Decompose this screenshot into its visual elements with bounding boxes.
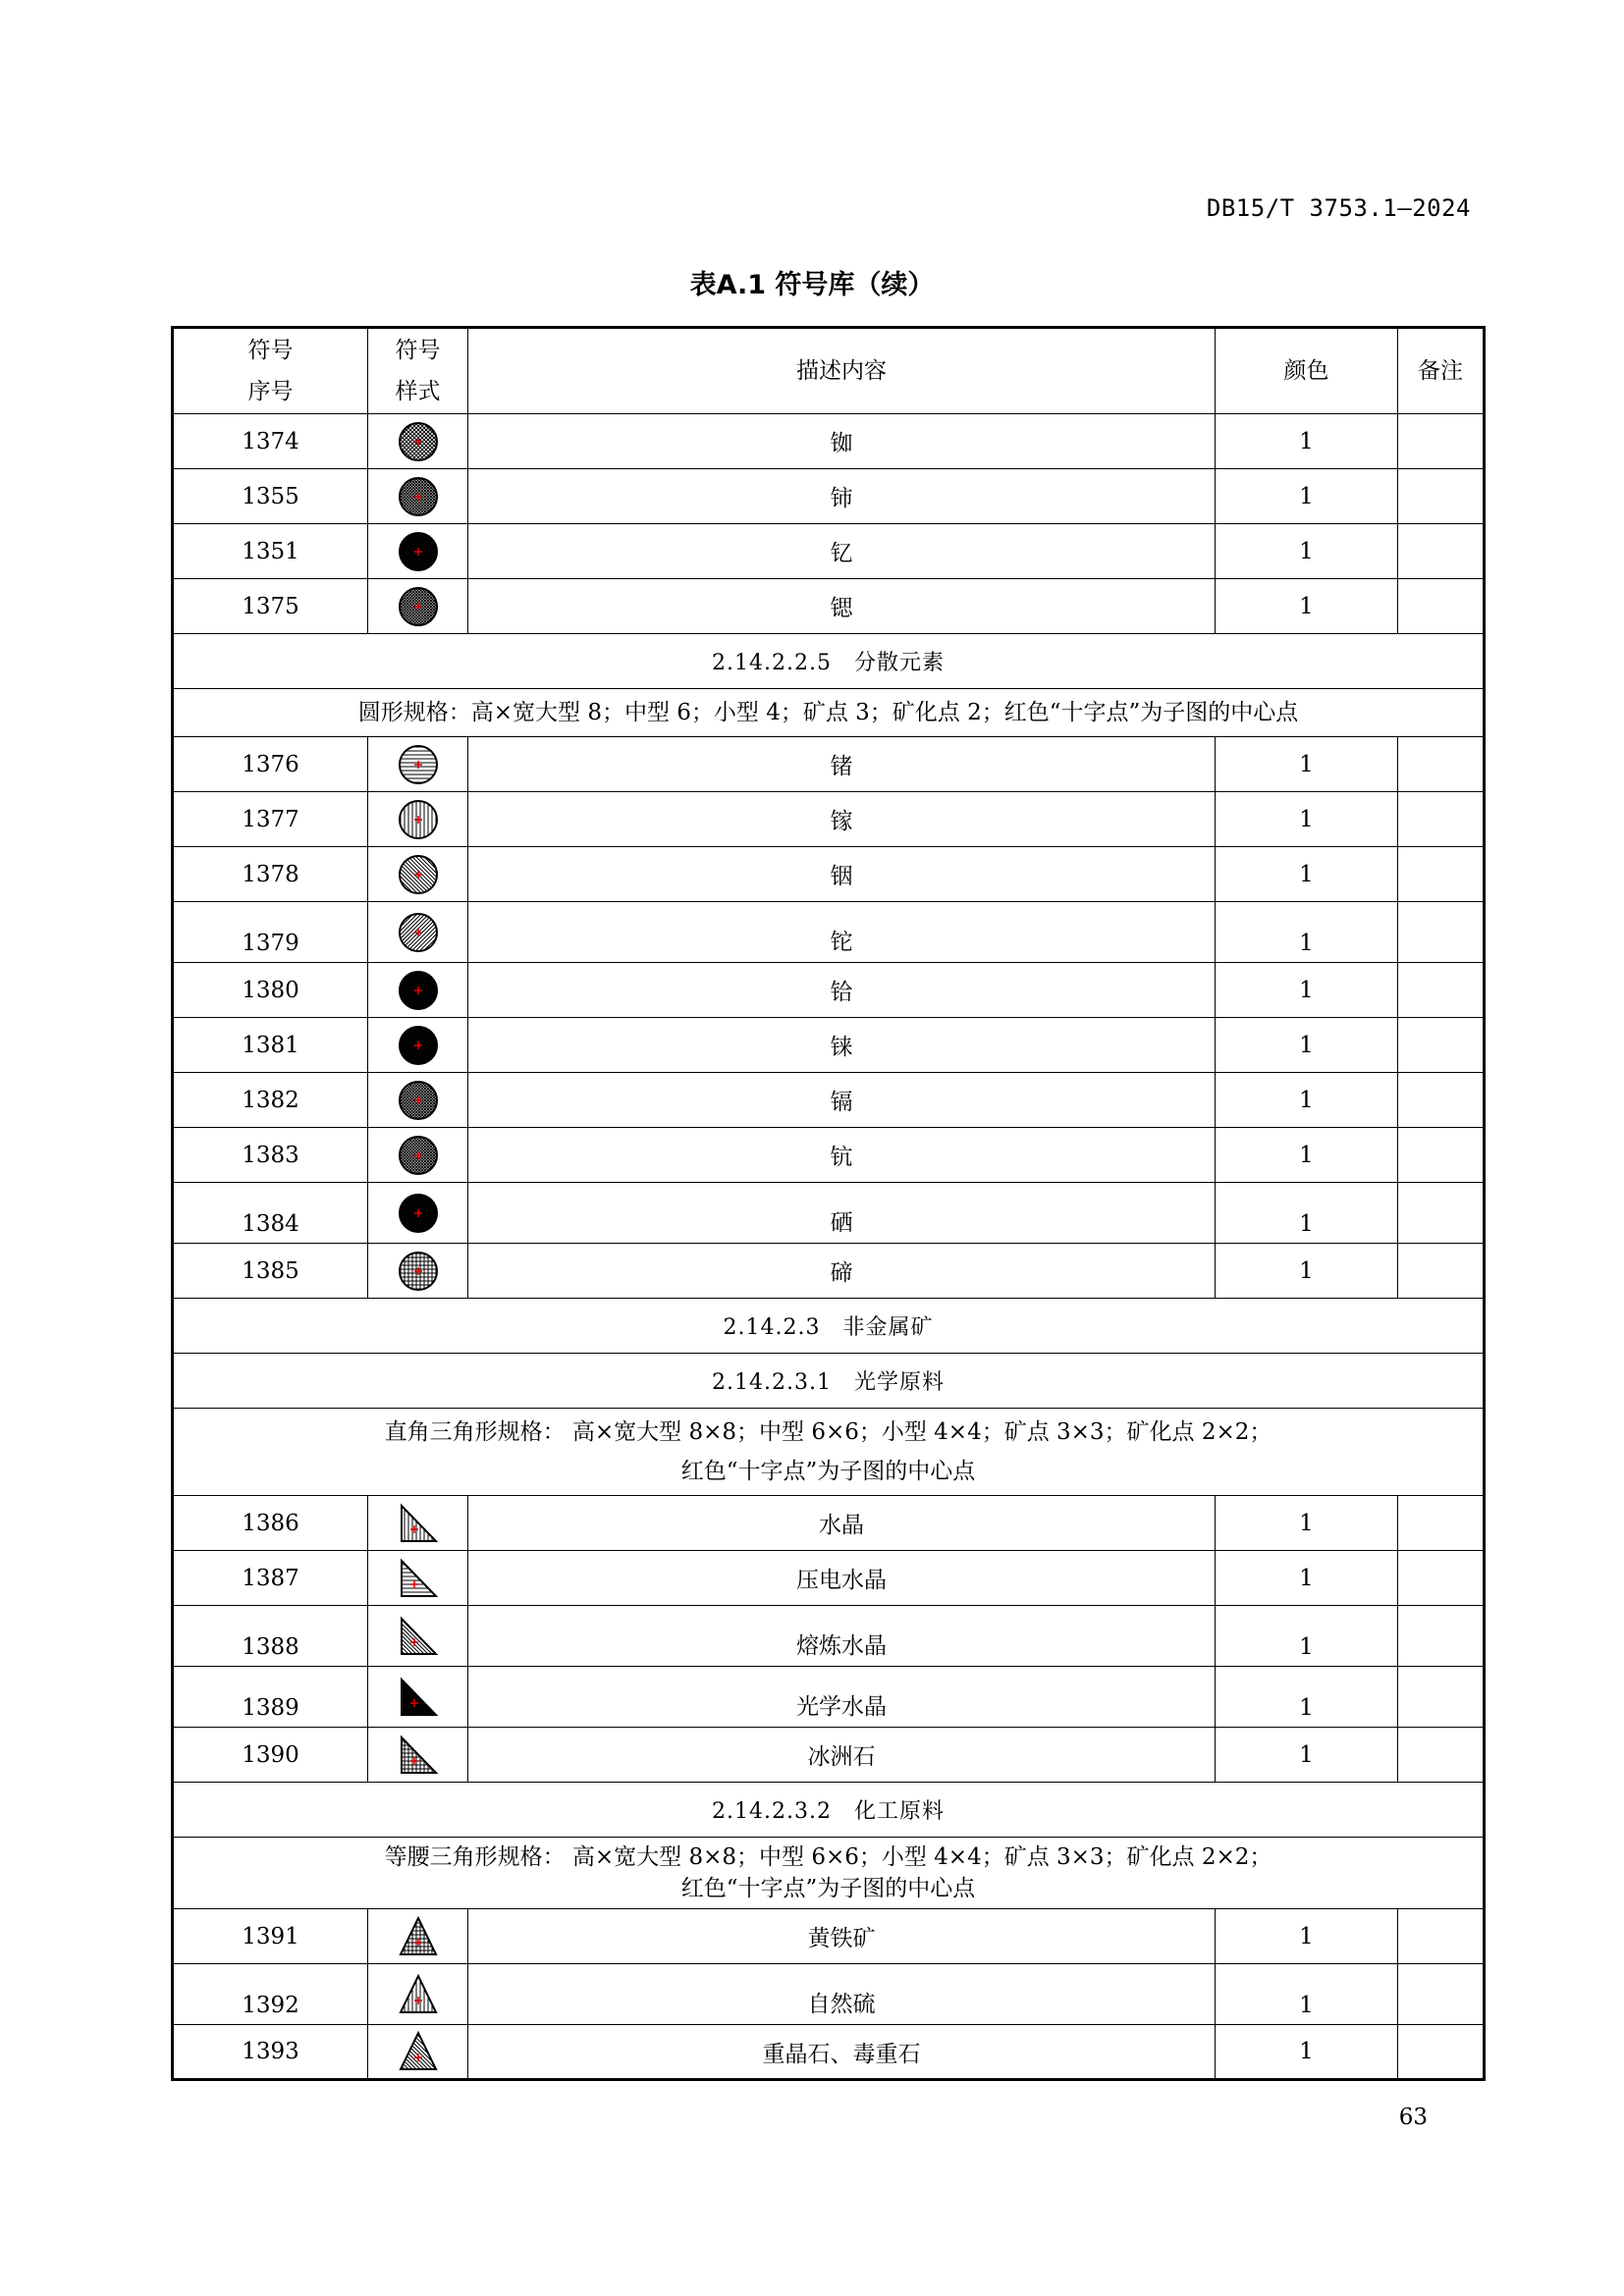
table-row bbox=[173, 1073, 1485, 1128]
circle-dark-icon bbox=[397, 1192, 440, 1235]
symbol-description: 钇 bbox=[468, 524, 1216, 579]
itri-vertical-icon bbox=[397, 1973, 440, 2016]
symbol-style bbox=[368, 1073, 468, 1128]
symbol-note bbox=[1398, 1244, 1485, 1299]
symbol-color: 1 bbox=[1216, 847, 1398, 902]
circle-dense-icon bbox=[397, 1134, 440, 1177]
table-row bbox=[173, 792, 1485, 847]
symbol-style bbox=[368, 2025, 468, 2080]
symbol-color: 1 bbox=[1216, 524, 1398, 579]
symbol-number: 1387 bbox=[173, 1551, 368, 1606]
symbol-color: 1 bbox=[1216, 414, 1398, 469]
circle-grid-icon bbox=[397, 1250, 440, 1293]
rtri-horizontal-icon bbox=[397, 1557, 440, 1600]
circle-dark-icon bbox=[397, 969, 440, 1012]
circle-diagonal-icon bbox=[397, 853, 440, 896]
symbol-style bbox=[368, 1496, 468, 1551]
symbol-number: 1351 bbox=[173, 524, 368, 579]
section-heading: 2.14.2.3 非金属矿 bbox=[173, 1299, 1485, 1354]
symbol-style bbox=[368, 1128, 468, 1183]
symbol-color: 1 bbox=[1216, 1606, 1398, 1667]
spec-text: 圆形规格：高×宽大型 8；中型 6；小型 4；矿点 3；矿化点 2；红色“十字点”为子图的中心点 bbox=[173, 689, 1485, 737]
symbol-number: 1377 bbox=[173, 792, 368, 847]
header-color: 颜色 bbox=[1216, 328, 1398, 414]
table-caption: 表A.1 符号库（续） bbox=[689, 270, 935, 300]
symbol-note bbox=[1398, 1073, 1485, 1128]
symbol-description: 碲 bbox=[468, 1244, 1216, 1299]
circle-horizontal-icon bbox=[397, 743, 440, 786]
table-row bbox=[173, 1128, 1485, 1183]
symbol-color: 1 bbox=[1216, 1551, 1398, 1606]
table-row bbox=[173, 1244, 1485, 1299]
header-symbol: 符号 样式 bbox=[368, 328, 468, 414]
symbol-style bbox=[368, 1551, 468, 1606]
header-number: 符号 序号 bbox=[173, 328, 368, 414]
symbol-description: 镉 bbox=[468, 1073, 1216, 1128]
circle-vertical-icon bbox=[397, 798, 440, 841]
symbol-color: 1 bbox=[1216, 1073, 1398, 1128]
symbol-description: 自然硫 bbox=[468, 1964, 1216, 2025]
rtri-diagonal-icon bbox=[397, 1615, 440, 1658]
rtri-dark-icon bbox=[397, 1676, 440, 1719]
symbol-description: 锶 bbox=[468, 579, 1216, 634]
spec-row bbox=[173, 1838, 1485, 1909]
symbol-style bbox=[368, 469, 468, 524]
spec-row bbox=[173, 689, 1485, 737]
table-row bbox=[173, 737, 1485, 792]
symbol-color: 1 bbox=[1216, 902, 1398, 963]
symbol-style bbox=[368, 414, 468, 469]
symbol-description: 水晶 bbox=[468, 1496, 1216, 1551]
table-row bbox=[173, 1728, 1485, 1783]
symbol-color: 1 bbox=[1216, 1018, 1398, 1073]
symbol-color: 1 bbox=[1216, 1728, 1398, 1783]
symbol-style bbox=[368, 1183, 468, 1244]
itri-grid-icon bbox=[397, 1915, 440, 1958]
symbol-description: 光学水晶 bbox=[468, 1667, 1216, 1728]
itri-diagonal-icon bbox=[397, 2030, 440, 2073]
symbol-note bbox=[1398, 847, 1485, 902]
symbol-note bbox=[1398, 1964, 1485, 2025]
table-row bbox=[173, 1551, 1485, 1606]
header-note: 备注 bbox=[1398, 328, 1485, 414]
symbol-style bbox=[368, 737, 468, 792]
symbol-style bbox=[368, 1018, 468, 1073]
table-row bbox=[173, 1909, 1485, 1964]
symbol-color: 1 bbox=[1216, 579, 1398, 634]
circle-dense-icon bbox=[397, 1079, 440, 1122]
symbol-description: 硒 bbox=[468, 1183, 1216, 1244]
symbol-description: 铊 bbox=[468, 902, 1216, 963]
symbol-description: 铪 bbox=[468, 963, 1216, 1018]
symbol-note bbox=[1398, 1018, 1485, 1073]
symbol-number: 1390 bbox=[173, 1728, 368, 1783]
symbol-note bbox=[1398, 963, 1485, 1018]
table-row bbox=[173, 1964, 1485, 2025]
table-row bbox=[173, 963, 1485, 1018]
circle-checker-icon bbox=[397, 585, 440, 628]
symbol-table bbox=[171, 326, 1486, 2081]
symbol-style bbox=[368, 1667, 468, 1728]
section-row bbox=[173, 1299, 1485, 1354]
symbol-number: 1392 bbox=[173, 1964, 368, 2025]
table-row bbox=[173, 414, 1485, 469]
circle-dark-icon bbox=[397, 1024, 440, 1067]
section-heading: 2.14.2.2.5 分散元素 bbox=[173, 634, 1485, 689]
section-heading: 2.14.2.3.2 化工原料 bbox=[173, 1783, 1485, 1838]
symbol-number: 1383 bbox=[173, 1128, 368, 1183]
section-heading: 2.14.2.3.1 光学原料 bbox=[173, 1354, 1485, 1409]
circle-diagonal-2-icon bbox=[397, 911, 440, 954]
table-row bbox=[173, 1606, 1485, 1667]
symbol-number: 1384 bbox=[173, 1183, 368, 1244]
table-row bbox=[173, 469, 1485, 524]
symbol-color: 1 bbox=[1216, 1964, 1398, 2025]
table-row bbox=[173, 2025, 1485, 2080]
symbol-color: 1 bbox=[1216, 2025, 1398, 2080]
symbol-description: 熔炼水晶 bbox=[468, 1606, 1216, 1667]
symbol-style bbox=[368, 1909, 468, 1964]
symbol-number: 1389 bbox=[173, 1667, 368, 1728]
symbol-number: 1388 bbox=[173, 1606, 368, 1667]
symbol-color: 1 bbox=[1216, 737, 1398, 792]
spec-text: 等腰三角形规格： 高×宽大型 8×8；中型 6×6；小型 4×4；矿点 3×3；矿化点 2×2； 红色“十字点”为子图的中心点 bbox=[173, 1838, 1485, 1909]
symbol-number: 1386 bbox=[173, 1496, 368, 1551]
symbol-description: 铷 bbox=[468, 414, 1216, 469]
symbol-number: 1379 bbox=[173, 902, 368, 963]
table-row bbox=[173, 1496, 1485, 1551]
symbol-color: 1 bbox=[1216, 1909, 1398, 1964]
symbol-number: 1374 bbox=[173, 414, 368, 469]
symbol-note bbox=[1398, 1183, 1485, 1244]
table-row bbox=[173, 1183, 1485, 1244]
symbol-description: 铼 bbox=[468, 1018, 1216, 1073]
symbol-number: 1375 bbox=[173, 579, 368, 634]
symbol-description: 重晶石、毒重石 bbox=[468, 2025, 1216, 2080]
symbol-style bbox=[368, 1244, 468, 1299]
table-row bbox=[173, 1667, 1485, 1728]
symbol-style bbox=[368, 1606, 468, 1667]
symbol-note bbox=[1398, 2025, 1485, 2080]
symbol-color: 1 bbox=[1216, 1667, 1398, 1728]
symbol-description: 压电水晶 bbox=[468, 1551, 1216, 1606]
circle-crosshatch-icon bbox=[397, 420, 440, 463]
table-row bbox=[173, 847, 1485, 902]
symbol-color: 1 bbox=[1216, 1244, 1398, 1299]
symbol-note bbox=[1398, 469, 1485, 524]
symbol-note bbox=[1398, 524, 1485, 579]
symbol-number: 1391 bbox=[173, 1909, 368, 1964]
rtri-grid-icon bbox=[397, 1734, 440, 1777]
circle-dense-icon bbox=[397, 475, 440, 518]
symbol-note bbox=[1398, 1728, 1485, 1783]
symbol-color: 1 bbox=[1216, 469, 1398, 524]
symbol-note bbox=[1398, 1551, 1485, 1606]
symbol-number: 1393 bbox=[173, 2025, 368, 2080]
symbol-style bbox=[368, 847, 468, 902]
symbol-color: 1 bbox=[1216, 1128, 1398, 1183]
symbol-description: 铟 bbox=[468, 847, 1216, 902]
table-row bbox=[173, 524, 1485, 579]
table-row bbox=[173, 1018, 1485, 1073]
symbol-number: 1381 bbox=[173, 1018, 368, 1073]
spec-text: 直角三角形规格： 高×宽大型 8×8；中型 6×6；小型 4×4；矿点 3×3；矿化点 2×2； 红色“十字点”为子图的中心点 bbox=[173, 1409, 1485, 1496]
symbol-color: 1 bbox=[1216, 1183, 1398, 1244]
symbol-style bbox=[368, 579, 468, 634]
symbol-description: 钪 bbox=[468, 1128, 1216, 1183]
symbol-number: 1376 bbox=[173, 737, 368, 792]
document-code: DB15/T 3753.1—2024 bbox=[1206, 194, 1471, 222]
symbol-number: 1378 bbox=[173, 847, 368, 902]
symbol-note bbox=[1398, 737, 1485, 792]
symbol-style bbox=[368, 902, 468, 963]
symbol-description: 锗 bbox=[468, 737, 1216, 792]
table-row bbox=[173, 579, 1485, 634]
symbol-color: 1 bbox=[1216, 1496, 1398, 1551]
spec-row bbox=[173, 1409, 1485, 1496]
symbol-style bbox=[368, 1728, 468, 1783]
symbol-color: 1 bbox=[1216, 792, 1398, 847]
rtri-vertical-icon bbox=[397, 1502, 440, 1545]
symbol-note bbox=[1398, 1496, 1485, 1551]
symbol-style bbox=[368, 963, 468, 1018]
symbol-note bbox=[1398, 579, 1485, 634]
symbol-style bbox=[368, 792, 468, 847]
symbol-description: 镓 bbox=[468, 792, 1216, 847]
symbol-style bbox=[368, 524, 468, 579]
symbol-note bbox=[1398, 1606, 1485, 1667]
symbol-note bbox=[1398, 1128, 1485, 1183]
table-row bbox=[173, 902, 1485, 963]
symbol-note bbox=[1398, 902, 1485, 963]
circle-dark-icon bbox=[397, 530, 440, 573]
symbol-note bbox=[1398, 1909, 1485, 1964]
symbol-note bbox=[1398, 1667, 1485, 1728]
symbol-number: 1355 bbox=[173, 469, 368, 524]
section-row bbox=[173, 1783, 1485, 1838]
symbol-description: 铈 bbox=[468, 469, 1216, 524]
symbol-style bbox=[368, 1964, 468, 2025]
header-description: 描述内容 bbox=[468, 328, 1216, 414]
symbol-color: 1 bbox=[1216, 963, 1398, 1018]
symbol-number: 1380 bbox=[173, 963, 368, 1018]
symbol-note bbox=[1398, 414, 1485, 469]
symbol-number: 1382 bbox=[173, 1073, 368, 1128]
page-number: 63 bbox=[1398, 2105, 1428, 2130]
symbol-description: 黄铁矿 bbox=[468, 1909, 1216, 1964]
section-row bbox=[173, 1354, 1485, 1409]
header-row bbox=[173, 328, 1485, 414]
symbol-description: 冰洲石 bbox=[468, 1728, 1216, 1783]
symbol-number: 1385 bbox=[173, 1244, 368, 1299]
section-row bbox=[173, 634, 1485, 689]
symbol-note bbox=[1398, 792, 1485, 847]
